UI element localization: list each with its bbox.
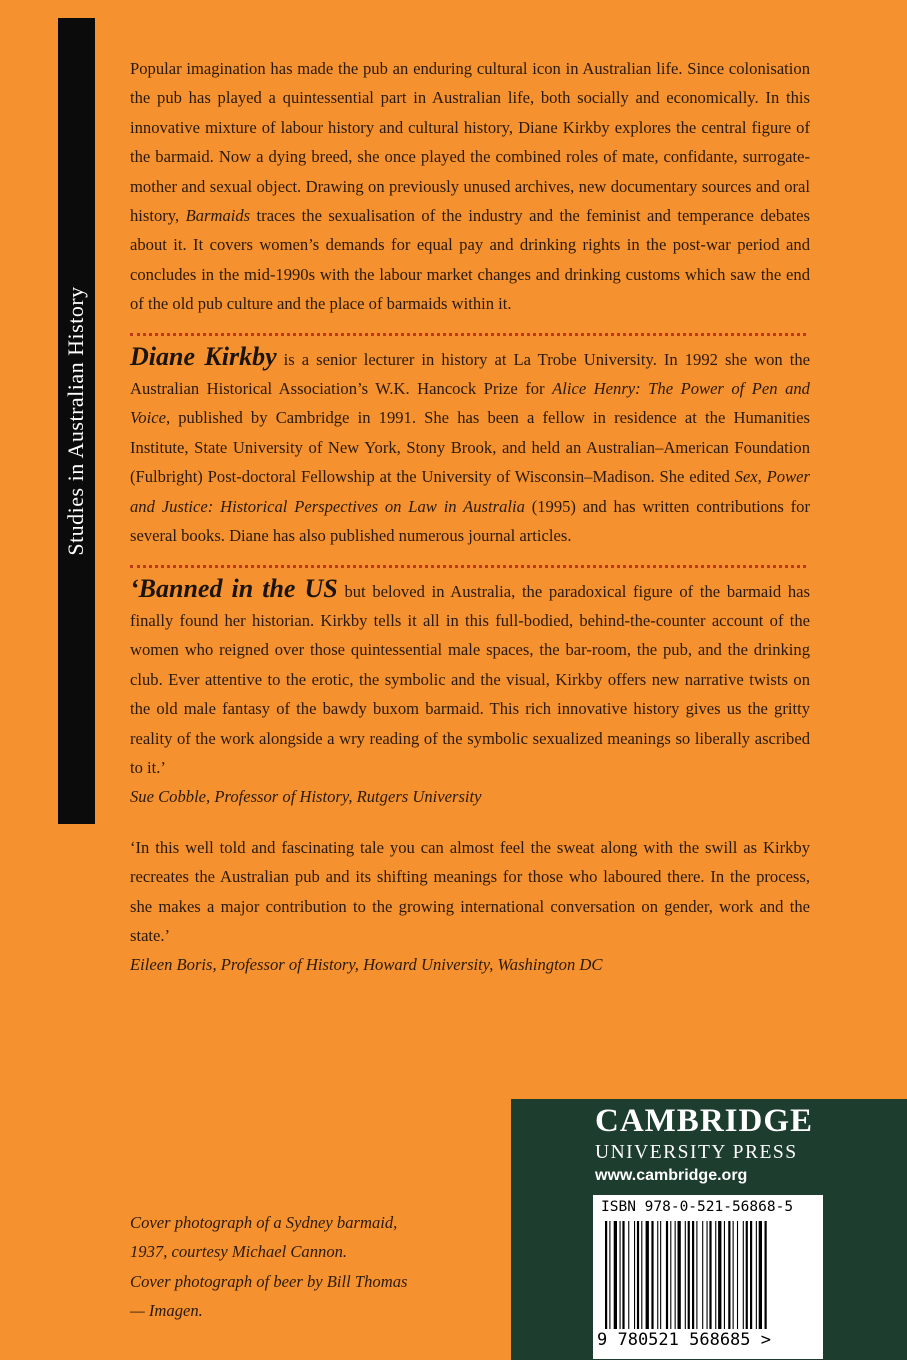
dotted-divider	[130, 565, 806, 568]
series-title: Studies in Australian History	[63, 286, 88, 556]
publisher-press: UNIVERSITY PRESS	[595, 1142, 798, 1163]
dotted-divider	[130, 333, 806, 336]
publisher-block	[511, 1099, 907, 1360]
isbn-number: ISBN 978-0-521-56868-5	[601, 1199, 794, 1215]
back-cover-text	[130, 54, 810, 980]
review-attribution: Sue Cobble, Professor of History, Rutgers University	[130, 787, 482, 807]
cover-photo-credits: Cover photograph of a Sydney barmaid, 1937, courtesy Michael Cannon. Cover photograph of beer by Bill Thomas — Imagen.	[130, 1213, 408, 1321]
book-blurb: Popular imagination has made the pub an enduring cultural icon in Australian life. Since colonisation the pub has played a quintessential part in Australian life, both socially and economically. In this innovative mixture of labour history and cultural history, Diane Kirkby explores the central figure of the barmaid. Now a dying breed, she once played the combined roles of mate, confidante, surrogate-mother and sexual object. Drawing on previously unused archives, new documentary sources and oral history, Barmaids traces the sexualisation of the industry and the feminist and temperance debates about it. It covers women’s demands for equal pay and drinking rights in the post-war period and concludes in the mid-1990s with the labour market changes and drinking customs which saw the end of the old pub culture and the place of barmaids within it.	[130, 59, 810, 314]
barcode-icon	[603, 1221, 813, 1329]
edited-book-title: Sex, Power and Justice: Historical Perspectives on Law in Australia	[130, 467, 810, 516]
publisher-url: www.cambridge.org	[595, 1167, 748, 1184]
barcode-panel	[593, 1195, 823, 1359]
review-quote: ‘In this well told and fascinating tale you can almost feel the sweat along with the swill as Kirkby recreates the Australian pub and its shifting meanings for those who laboured there. In the process, she makes a major contribution to the growing international conversation on gender, work and the state.’	[130, 837, 810, 945]
series-spine-band	[58, 18, 95, 824]
book-title-italic: Barmaids	[185, 206, 251, 226]
review-lead: ‘Banned in the US	[130, 573, 338, 603]
review-quote: ‘Banned in the US but beloved in Australia, the paradoxical figure of the barmaid has finally found her historian. Kirkby tells it all in this full-bodied, behind-the-counter account of the women who reigned over those quintessential male spaces, the bar-room, the pub, and the drinking club. Ever attentive to the erotic, the symbolic and the visual, Kirkby offers new narrative twists on the old male fantasy of the bawdy buxom barmaid. This rich innovative history gives us the gritty reality of the work alongside a wry reading of the symbolic sexualized meanings so liberally ascribed to it.’	[130, 573, 811, 777]
barcode-digits: 9 780521 568685 >	[597, 1330, 771, 1350]
author-name: Diane Kirkby	[130, 341, 277, 371]
author-bio: Diane Kirkby is a senior lecturer in history at La Trobe University. In 1992 she won the Australian Historical Association’s W.K. Hancock Prize for Alice Henry: The Power of Pen and Voice, published by Cambridge in 1991. She has been a fellow in residence at the Humanities Institute, State University of New York, Stony Brook, and held an Australian–American Foundation (Fulbright) Post-doctoral Fellowship at the University of Wisconsin–Madison. She edited Sex, Power and Justice: Historical Perspectives on Law in Australia (1995) and has written contributions for several books. Diane has also published numerous journal articles.	[130, 341, 810, 546]
publisher-name: CAMBRIDGE	[595, 1103, 814, 1139]
author-book-title: Alice Henry: The Power of Pen and Voice	[130, 379, 810, 428]
review-attribution: Eileen Boris, Professor of History, Howard University, Washington DC	[130, 955, 603, 975]
